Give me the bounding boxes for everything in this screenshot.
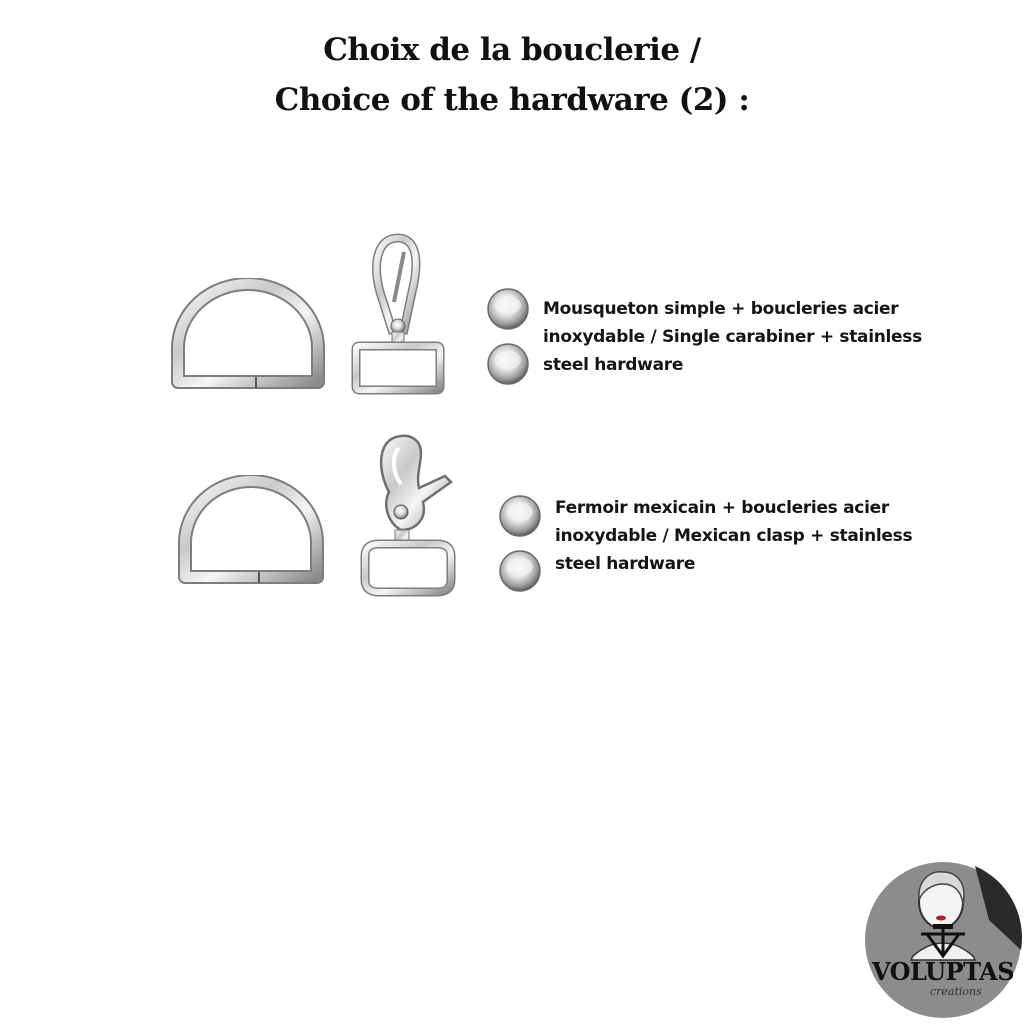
rivet-icon [498,494,542,538]
option-1-description [543,295,922,379]
brand-tagline: creations [930,985,982,998]
snap-hook-icon [350,232,450,396]
option-2-line-3: steel hardware [555,554,696,574]
option-2-line-2: inoxydable / Mexican clasp + stainless [555,526,913,546]
option-2-description [555,494,912,578]
rivet-icon [486,342,530,386]
d-ring-icon [168,278,328,390]
rivet-icon [498,549,542,593]
option-1-line-3: steel hardware [543,355,684,375]
rivet-icon [486,287,530,331]
d-ring-icon [175,475,327,585]
lobster-clasp-icon [355,430,461,600]
brand-name: VOLUPTAS [871,957,1015,986]
option-2-line-1: Fermoir mexicain + boucleries acier [555,498,889,518]
page-title-line-2: Choice of the hardware (2) : [274,82,750,118]
option-1-line-1: Mousqueton simple + boucleries acier [543,299,899,319]
option-1-line-2: inoxydable / Single carabiner + stainless [543,327,922,347]
page-title-line-1: Choix de la bouclerie / [323,32,701,68]
